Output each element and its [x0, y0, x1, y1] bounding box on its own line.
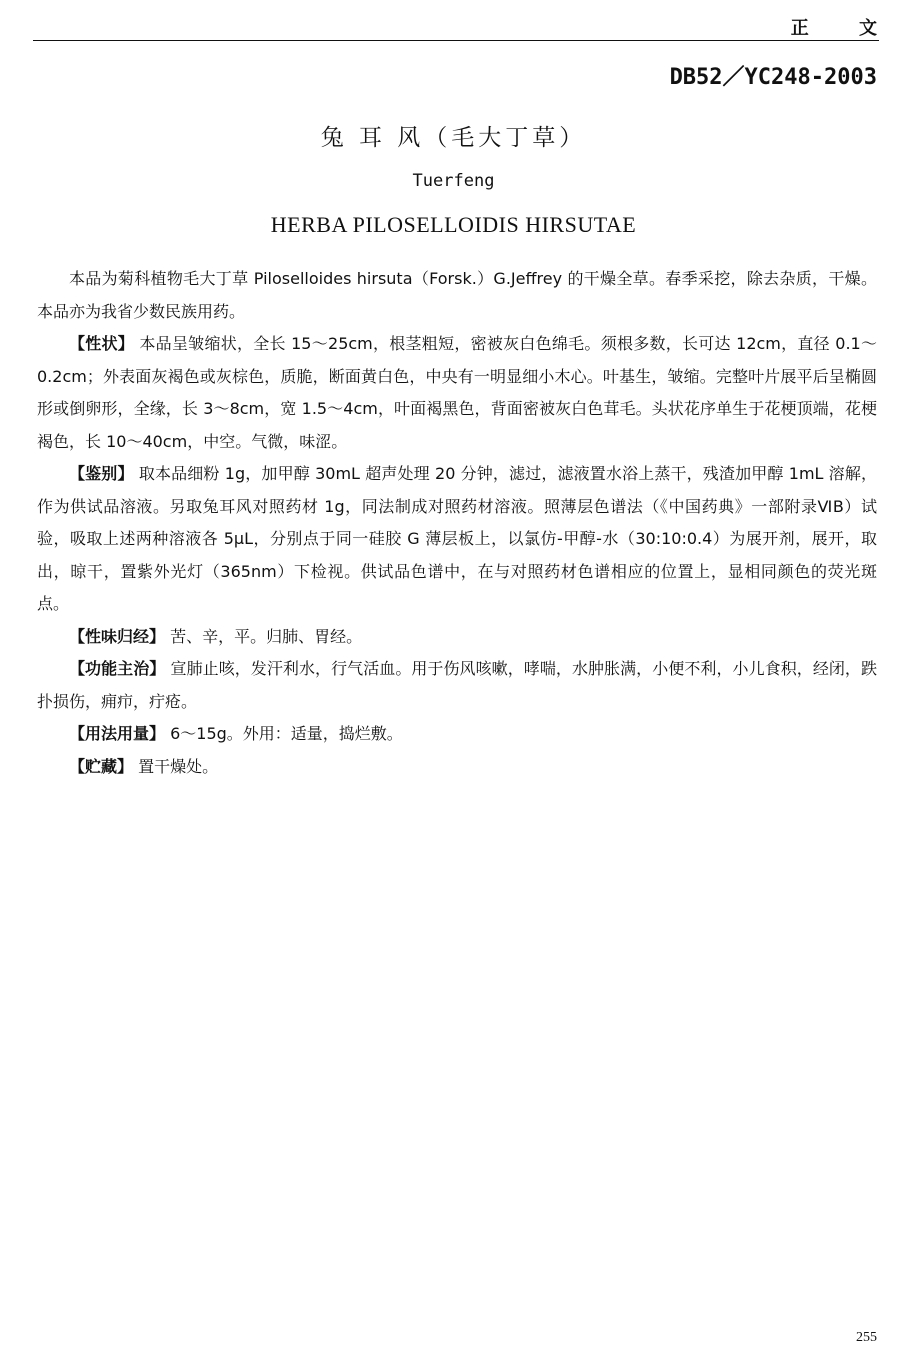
- section-heading: 【性味归经】: [69, 626, 166, 646]
- section-functions: [37, 653, 877, 718]
- section-heading: 【性状】: [69, 334, 135, 353]
- section-identification: [37, 458, 877, 621]
- section-storage: [37, 751, 877, 784]
- section-text: 置干燥处。: [138, 756, 219, 776]
- section-text: 本品呈皱缩状，全长 15～25cm，根茎粗短，密被灰白色绵毛。须根多数，长可达 12cm，直径 0.1～0.2cm；外表面灰褐色或灰棕色，质脆，断面黄白色，中央有一明显细小木心。叶基生，皱缩。完整叶片展平后呈椭圆形或倒卵形，全缘，长 3～8cm，宽 1.5～4cm，叶面褐黑色，背面密被灰白色茸毛。头状花序单生于花梗顶端，花梗褐色，长 10～40cm，中空。气微，味涩。: [37, 334, 877, 451]
- standard-code: DB52／YC248-2003: [669, 65, 877, 90]
- section-heading: 【贮藏】: [69, 756, 134, 776]
- section-text: 6～15g。外用：适量，捣烂敷。: [170, 724, 403, 743]
- page-number: 255: [856, 1330, 877, 1345]
- section-label: 正 文: [790, 18, 899, 39]
- section-text: 取本品细粉 1g，加甲醇 30mL 超声处理 20 分钟，滤过，滤液置水浴上蒸干，残渣加甲醇 1mL 溶解，作为供试品溶液。另取兔耳风对照药材 1g，同法制成对照药材溶液。照薄层色谱法（《中国药典》一部附录ⅥB）试验，吸取上述两种溶液各 5μL，分别点于同一硅胶 G 薄层板上，以氯仿-甲醇-水（30:10:0.4）为展开剂，展开，取出，晾干，置紫外光灯（365nm）下检视。供试品色谱中，在与对照药材色谱相应的位置上，显相同颜色的荧光斑点。: [37, 464, 877, 613]
- section-characters: [37, 328, 877, 458]
- title-latin: HERBA PILOSELLOIDIS HIRSUTAE: [270, 212, 637, 237]
- title-chinese: 兔 耳 风（毛大丁草）: [320, 125, 587, 151]
- title-pinyin: Tuerfeng: [412, 171, 495, 191]
- intro-paragraph: 本品为菊科植物毛大丁草 Piloselloides hirsuta（Forsk.）G.Jeffrey 的干燥全草。春季采挖，除去杂质，干燥。本品亦为我省少数民族用药。: [37, 269, 877, 321]
- section-heading: 【鉴别】: [69, 464, 134, 483]
- section-usage-dosage: [37, 718, 877, 751]
- section-nature-meridian: [37, 621, 877, 654]
- section-heading: 【功能主治】: [69, 659, 166, 678]
- section-heading: 【用法用量】: [69, 724, 166, 743]
- header-divider: [33, 40, 879, 41]
- section-text: 苦、辛，平。归肺、胃经。: [170, 626, 363, 646]
- document-body: [37, 263, 877, 783]
- section-text: 宣肺止咳，发汗利水，行气活血。用于伤风咳嗽，哮喘，水肿胀满，小便不利，小儿食积，经闭，跌扑损伤，痈疖，疔疮。: [37, 659, 877, 711]
